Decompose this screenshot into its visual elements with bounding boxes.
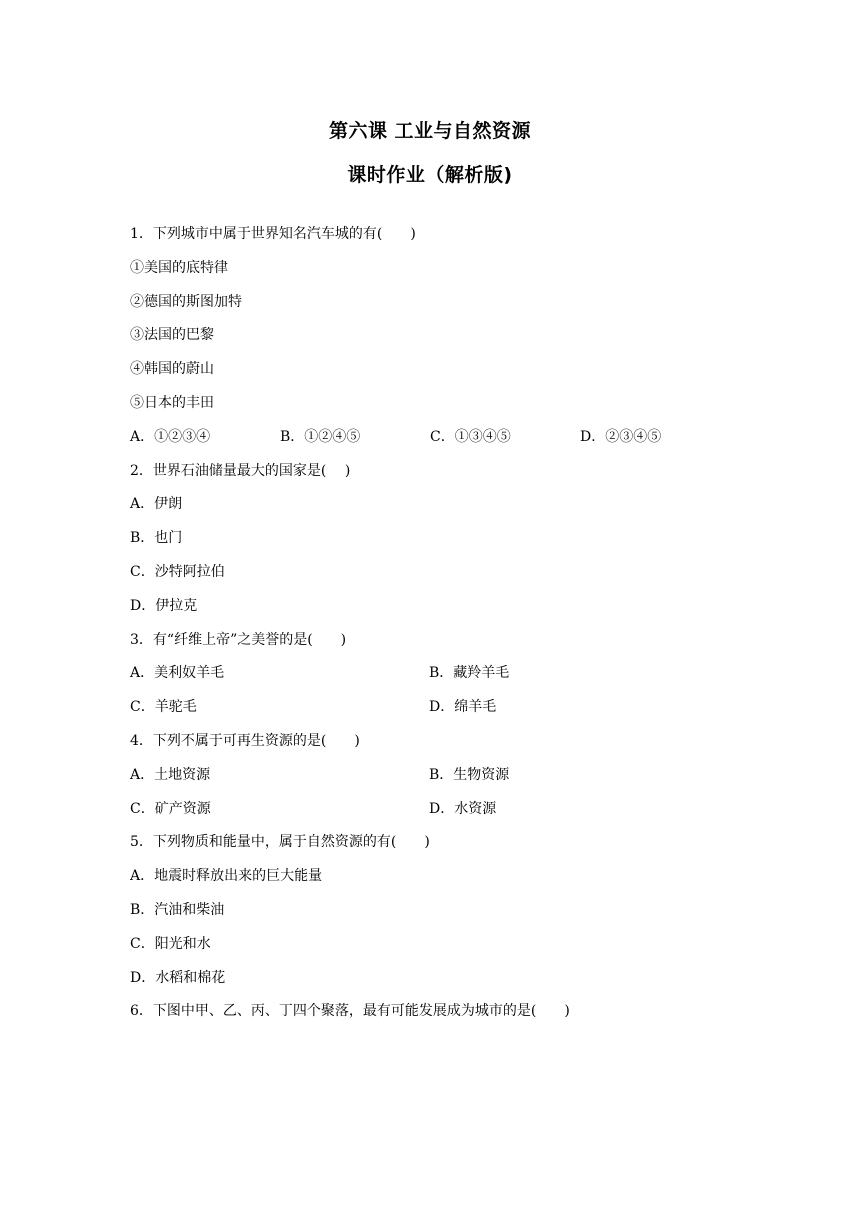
question-1-option-b: B．①②④⑤ [280, 428, 361, 445]
question-5-option-d: D．水稻和棉花 [130, 969, 226, 986]
question-6-stem: 6．下图中甲、乙、丙、丁四个聚落，最有可能发展成为城市的是( ) [130, 1003, 570, 1020]
question-3-stem: 3．有“纤维上帝”之美誉的是( ) [130, 631, 347, 648]
question-2-option-c: C．沙特阿拉伯 [130, 563, 225, 580]
question-2-option-a: A．伊朗 [130, 496, 183, 513]
question-3-option-c: C．羊驼毛 [130, 699, 197, 716]
question-5-option-c: C．阳光和水 [130, 935, 211, 952]
question-1-item-4: ④韩国的蔚山 [130, 361, 214, 378]
question-3-option-d: D．绵羊毛 [429, 699, 497, 716]
page-subtitle: 课时作业（解析版) [347, 164, 513, 186]
question-4-options-row-2 [130, 798, 750, 832]
question-3-options-row-1 [130, 662, 750, 696]
question-1-item-1: ①美国的底特律 [130, 259, 228, 276]
question-4-option-d: D．水资源 [429, 800, 497, 817]
question-5-option-a: A．地震时释放出来的巨大能量 [130, 868, 323, 885]
question-1-item-2: ②德国的斯图加特 [130, 293, 242, 310]
question-4-option-c: C．矿产资源 [130, 800, 211, 817]
question-5-stem: 5．下列物质和能量中，属于自然资源的有( ) [130, 834, 430, 851]
question-2-stem: 2．世界石油储量最大的国家是( ) [130, 462, 351, 479]
question-5-option-b: B．汽油和柴油 [130, 901, 225, 918]
question-4-option-b: B．生物资源 [429, 766, 510, 783]
page-title: 第六课 工业与自然资源 [328, 120, 532, 142]
question-4-options-row-1 [130, 764, 750, 798]
question-3-option-b: B．藏羚羊毛 [429, 665, 510, 682]
question-1-option-a: A．①②③④ [130, 428, 211, 445]
question-2-option-b: B．也门 [130, 530, 183, 547]
question-4-option-a: A．土地资源 [130, 766, 211, 783]
question-1-options [130, 426, 750, 460]
question-3-option-a: A．美利奴羊毛 [130, 665, 225, 682]
question-list [130, 223, 750, 1034]
question-4-stem: 4．下列不属于可再生资源的是( ) [130, 732, 360, 749]
question-1-option-d: D．②③④⑤ [580, 428, 662, 445]
question-3-options-row-2 [130, 696, 750, 730]
question-1-item-3: ③法国的巴黎 [130, 327, 214, 344]
question-1-item-5: ⑤日本的丰田 [130, 394, 214, 411]
question-1-stem: 1．下列城市中属于世界知名汽车城的有( ) [130, 226, 416, 242]
question-2-option-d: D．伊拉克 [130, 597, 198, 614]
question-1-option-c: C．①③④⑤ [430, 428, 511, 445]
